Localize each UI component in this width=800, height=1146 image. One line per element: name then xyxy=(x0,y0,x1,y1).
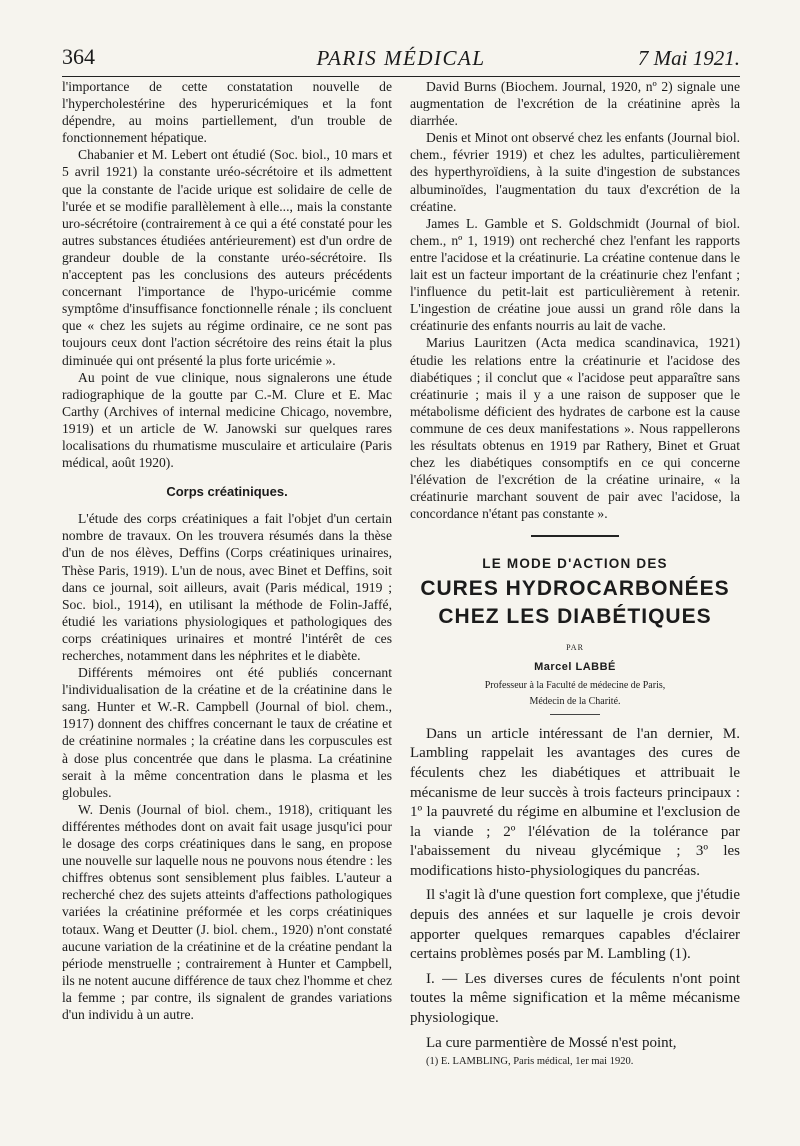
author-affiliation: Professeur à la Faculté de médecine de Paris, xyxy=(484,679,666,691)
article-title-line: CHEZ LES DIABÉTIQUES xyxy=(438,604,712,628)
paragraph: l'importance de cette constatation nouvelle de l'hypercholestérine des hyperuricémiques et la font dépendre, au moins partiellement, d'un trouble de fonctionnement hépatique. xyxy=(62,79,392,146)
paragraph: Différents mémoires ont été publiés concernant l'individualisation de la créatine et de la créatinine dans le sang. Hunter et W.-R. Campbell (Journal of biol. chem., 1917) donnent des chiffres concernant le taux de créatine et de créatinine normales ; la créatine dans les corpuscules est à dose plus concentrée que dans le plasma. La créatinine serait à la même concentration dans le plasma et les globules. xyxy=(62,665,392,800)
paragraph: Marius Lauritzen (Acta medica scandinavica, 1921) étudie les relations entre la créatinurie et l'acidose des diabétiques ; il conclut que « l'acidose peut apparaître sans créatinurie ; mais il y a une raison de supposer que le métabolisme déficient des hydrates de carbone est la cause commune de ces deux manifestations ». Nous rappellerons les résultats obtenus en 1919 par Rathery, Binet et Gruat chez les diabétiques consomptifs en ce qui concerne l'élévation de l'excrétion de la créatine urinaire, « la créatinurie marchant souvent de pair avec l'acidose, la concordance n'étant pas constante ». xyxy=(410,335,740,522)
footnote: (1) E. LAMBLING, Paris médical, 1er mai 1920. xyxy=(426,1056,634,1068)
section-heading: Corps créatiniques. xyxy=(166,484,288,500)
article-title-line: CURES HYDROCARBONÉES xyxy=(420,576,730,600)
paragraph: L'étude des corps créatiniques a fait l'objet d'un certain nombre de travaux. On les trouvera résumés dans la thèse d'un de nos élèves, Deffins (Corps créatiniques urinaires, Thèse Paris, 1919). L'un de nous, avec Binet et Deffins, soit dans ce journal, soit ailleurs, avait (Paris médical, 1919 ; Soc. biol., 1914), en utilisant la méthode de Folin-Jaffé, étudié les variations physiologiques et pathologiques des corps créatiniques urinaires et montré l'intérêt de ces recherches, notamment dans les néphrites et le diabète. xyxy=(62,511,392,663)
paragraph: Chabanier et M. Lebert ont étudié (Soc. biol., 10 mars et 5 avril 1921) la constante uréo-sécrétoire et ils admettent que la constante de l'acide urique est solidaire de celle de l'urée et se modifie parallèlement à elle..., mais la constante uro-sécrétoire (contrairement à ce qui a été constaté pour les autres substances étudiées antérieurement) est d'un ordre de grandeur double de la constante uréo-sécrétoire. Ils n'acceptent pas les conclusions des auteurs précédents concernant l'importance de l'hypo-uricémie comme symptôme d'insuffisance fonctionnelle rénale ; ils concluent que « chez les sujets au régime ordinaire, ce ne sont pas toujours ceux dont l'action sécrétoire des reins était la plus diminuée qui ont présenté la plus forte uricémie ». xyxy=(62,147,392,368)
article-header xyxy=(410,555,740,714)
article-body xyxy=(410,725,740,1054)
paragraph: Dans un article intéressant de l'an dernier, M. Lambling rappelait les avantages des cures de féculents chez les diabétiques et attribuait le mécanisme de leur succès à trois facteurs principaux : 1º la pauvreté du régime en albumine et l'exclusion de la viande ; 2º l'élévation de la tolérance par l'abaissement du niveau glycémique ; 3º les modifications histo-physiologiques du pancréas. xyxy=(410,725,740,879)
paragraph: Denis et Minot ont observé chez les enfants (Journal biol. chem., février 1919) et chez les adultes, particulièrement des hyperthyroïdiens, à la suite d'ingestion de substances albuminoïdes, l'augmentation du taux d'excrétion de la créatine. xyxy=(410,130,740,214)
separator-rule xyxy=(531,535,619,537)
paragraph: David Burns (Biochem. Journal, 1920, nº 2) signale une augmentation de l'excrétion de la créatinine après la diarrhée. xyxy=(410,79,740,129)
right-column xyxy=(410,78,740,1070)
paragraph: La cure parmentière de Mossé n'est point, xyxy=(426,1034,677,1051)
journal-title: PARIS MÉDICAL xyxy=(316,46,486,70)
paragraph: I. — Les diverses cures de féculents n'ont point toutes la même signification et la même mécanisme physiologique. xyxy=(410,970,740,1027)
page-header xyxy=(62,42,740,77)
article-author: Marcel LABBÉ xyxy=(534,660,616,673)
paragraph: W. Denis (Journal of biol. chem., 1918), critiquant les différentes méthodes dont on avait fait usage jusqu'ici pour le dosage des corps créatiniques dans le sang, en propose une nouvelle sur laquelle nous ne pouvons nous étendre : les chiffres obtenus sont sensiblement plus faibles. L'auteur a recherché chez des sujets atteints d'affections pathologiques variées la créatinine préformée et les corps créatiniques totaux. Wang et Deutter (J. biol. chem., 1920) n'ont constaté aucune variation de la créatinine et de la créatine pendant la période menstruelle ; contrairement à Hunter et Campbell, ils ne notent aucune différence de taux chez l'homme et chez la femme ; par contre, ils signalent de grandes variations d'un individu à un autre. xyxy=(62,801,392,1022)
issue-date: 7 Mai 1921. xyxy=(637,46,740,70)
byline-rule xyxy=(550,714,600,715)
paragraph: James L. Gamble et S. Goldschmidt (Journal of biol. chem., nº 1, 1919) ont recherché chez l'enfant les rapports entre l'acidose et la créatinurie. La créatine contenue dans le lait est un facteur important de la créatinurie chez l'enfant ; l'influence du petit-lait est particulièrement à retenir. L'ingestion de créatine joue aussi un grand rôle dans la créatinurie des enfants nourris au lait de vache. xyxy=(410,215,740,334)
byline-par: PAR xyxy=(566,642,584,652)
paragraph: Au point de vue clinique, nous signalerons une étude radiographique de la goutte par C.-M. Clure et E. Mac Carthy (Archives of internal medicine Chicago, novembre, 1919) et un article de W. Janowski sur quelques rares localisations du rhumatisme musculaire et articulaire (Paris médical, août 1920). xyxy=(62,369,392,471)
page-number: 364 xyxy=(62,44,95,69)
paragraph: Il s'agit là d'une question fort complexe, que j'étudie depuis des années et sur laquelle je crois devoir apporter quelques remarques capables d'éclairer certains problèmes posés par M. Lambling (1). xyxy=(410,887,740,963)
author-affiliation: Médecin de la Charité. xyxy=(529,695,621,707)
article-kicker: LE MODE D'ACTION DES xyxy=(482,556,668,572)
left-column xyxy=(62,78,392,1023)
